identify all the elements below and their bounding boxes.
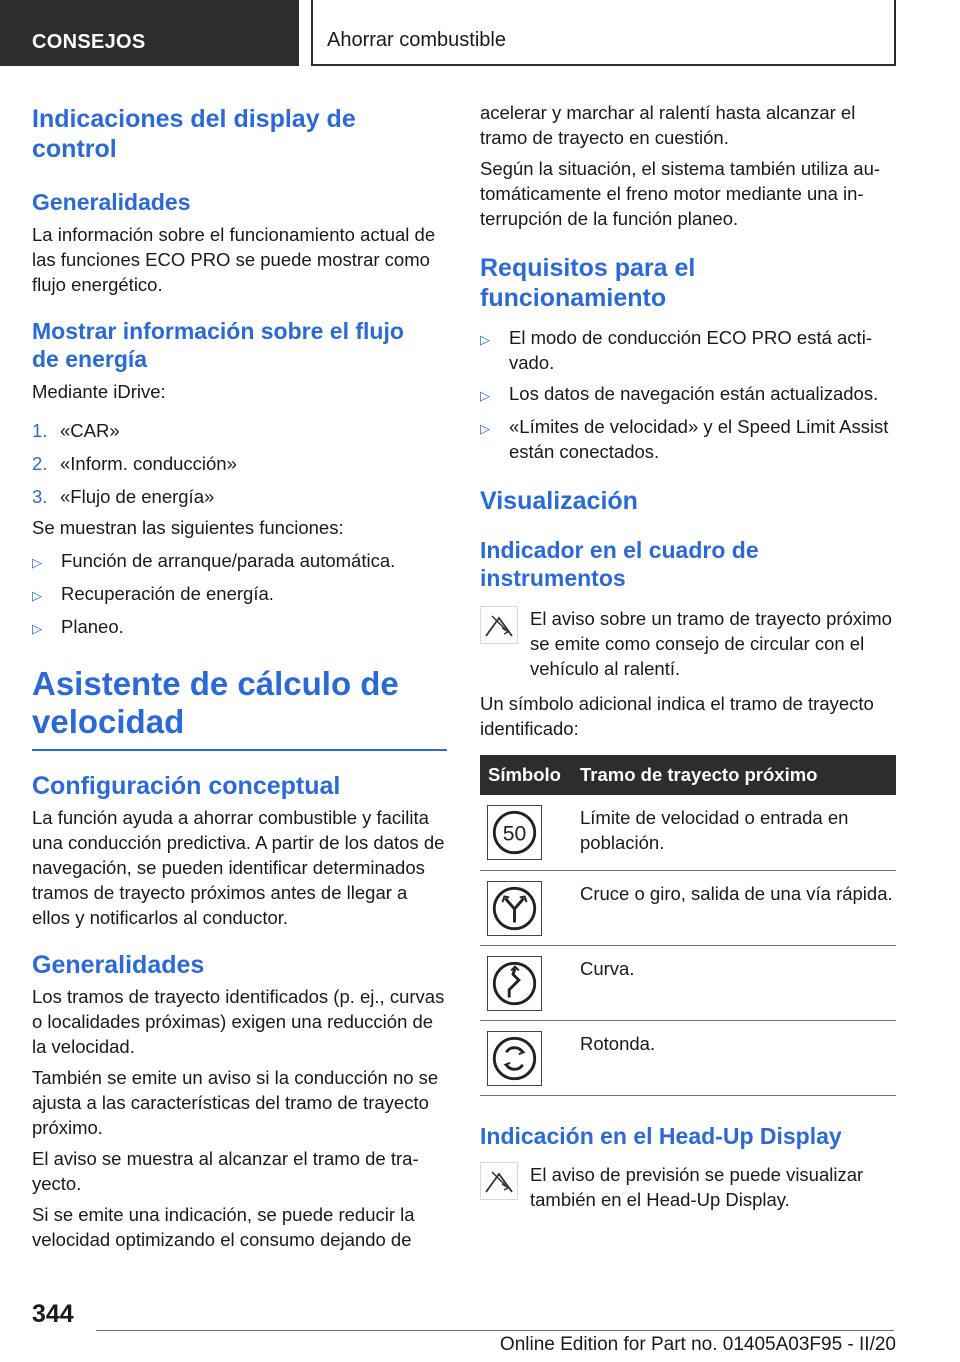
- heading-configuracion: Configuración conceptual: [32, 772, 341, 800]
- steps-list: [32, 418, 450, 509]
- chapter-label: Ahorrar combustible: [311, 0, 896, 66]
- list-item: [32, 418, 450, 443]
- table-row: [480, 870, 896, 945]
- step-number: 1.: [32, 420, 48, 441]
- table-row: [480, 795, 896, 870]
- list-item: ▷ «Límites de velocidad» y el Speed Limit Assist están conectados.: [480, 416, 889, 462]
- heading-indicador: Indicador en el cuadro de instrumentos: [480, 537, 759, 591]
- table-cell: Cruce o giro, salida de una vía rápida.: [572, 870, 896, 945]
- speed-value: 50: [502, 822, 527, 846]
- triangle-bullet-icon: ▷: [32, 621, 42, 636]
- left-column: [32, 100, 450, 1252]
- page-header: [0, 0, 960, 66]
- triangle-bullet-icon: ▷: [480, 421, 490, 436]
- symbol-table: [480, 755, 896, 1096]
- triangle-bullet-icon: ▷: [32, 588, 42, 603]
- paragraph: Un símbolo adicional indica el tramo de trayecto identificado:: [480, 693, 874, 739]
- step-number: 3.: [32, 486, 48, 507]
- paragraph: La información sobre el funcionamiento actual de las funciones ECO PRO se puede mostrar como flujo energético.: [32, 224, 436, 295]
- edition-text: Online Edition for Part no. 01405A03F95 - II/20: [499, 1334, 896, 1355]
- list-item: ▷ El modo de conducción ECO PRO está activado.: [480, 327, 872, 373]
- heading-display: Indicaciones del display de control: [32, 105, 356, 163]
- heading-requisitos: Requisitos para el funcionamiento: [480, 254, 696, 312]
- heading-asistente: Asistente de cálculo de velocidad: [32, 665, 399, 740]
- heading-hud: Indicación en el Head-Up Display: [480, 1122, 842, 1149]
- list-item: [32, 451, 450, 476]
- table-cell: Rotonda.: [572, 1020, 896, 1095]
- hint-box: [480, 1162, 896, 1212]
- list-item: ▷ Los datos de navegación están actualizados.: [480, 381, 896, 408]
- heading-mostrar-flujo: Mostrar información sobre el flujo de energía: [32, 318, 404, 372]
- table-cell: Curva.: [572, 945, 896, 1020]
- table-cell: Límite de velocidad o entrada en población.: [572, 795, 896, 870]
- triangle-bullet-icon: ▷: [32, 555, 42, 570]
- column-header-symbol: Símbolo: [480, 755, 572, 795]
- heading-generalidades-2: Generalidades: [32, 951, 205, 979]
- roundabout-icon: [487, 1031, 542, 1086]
- paragraph: También se emite un aviso si la conducción no se ajusta a las características del tramo de trayecto próximo.: [32, 1067, 439, 1138]
- paragraph: Según la situación, el sistema también utiliza automáticamente el freno motor mediante una interrupción de la función planeo.: [480, 158, 881, 229]
- list-item: [32, 484, 450, 509]
- column-header-tramo: Tramo de trayecto próximo: [572, 755, 896, 795]
- step-number: 2.: [32, 453, 48, 474]
- list-item: ▷ Recuperación de energía.: [32, 581, 450, 608]
- paragraph: Si se emite una indicación, se puede reducir la velocidad optimizando el consumo dejando de: [32, 1204, 415, 1250]
- paragraph: acelerar y marchar al ralentí hasta alcanzar el tramo de trayecto en cuestión.: [480, 102, 856, 148]
- paragraph: Se muestran las siguientes funciones:: [32, 517, 344, 538]
- table-header-row: [480, 755, 896, 795]
- right-column: [480, 100, 896, 1212]
- paragraph: El aviso se muestra al alcanzar el tramo de trayecto.: [32, 1148, 419, 1194]
- paragraph: Los tramos de trayecto identificados (p. ej., curvas o localidades próximas) exigen una reducción de la velocidad.: [32, 986, 445, 1057]
- section-label: CONSEJOS: [0, 0, 299, 66]
- hint-box: [480, 606, 896, 681]
- requirements-list: [480, 325, 896, 464]
- hint-text: El aviso de previsión se puede visualizar también en el Head-Up Display.: [530, 1163, 864, 1210]
- heading-visualizacion: Visualización: [480, 487, 638, 515]
- coasting-hint-icon: [480, 1162, 518, 1200]
- section-rule: [32, 749, 447, 751]
- coasting-hint-icon: [480, 606, 518, 644]
- functions-list: [32, 548, 450, 641]
- list-item: ▷ Función de arranque/parada automática.: [32, 548, 450, 575]
- heading-generalidades: Generalidades: [32, 189, 191, 215]
- triangle-bullet-icon: ▷: [480, 388, 490, 403]
- hint-text: El aviso sobre un tramo de trayecto próximo se emite como consejo de circular con el vehículo al ralentí.: [530, 608, 892, 679]
- step-text: «Flujo de energía»: [60, 486, 215, 507]
- step-text: «CAR»: [60, 420, 120, 441]
- junction-icon: [487, 881, 542, 936]
- paragraph: Mediante iDrive:: [32, 381, 166, 402]
- speed-limit-50-icon: [487, 805, 542, 860]
- step-text: «Inform. conducción»: [60, 453, 237, 474]
- page-number: 344: [32, 1300, 74, 1328]
- table-row: [480, 1020, 896, 1095]
- curve-icon: [487, 956, 542, 1011]
- paragraph: La función ayuda a ahorrar combustible y facilita una conducción predictiva. A partir de los datos de navegación, se pueden identificar determinados tramos de trayecto próximos antes de llegar a ellos y notificarlos al conductor.: [32, 807, 445, 928]
- table-row: [480, 945, 896, 1020]
- list-item: ▷ Planeo.: [32, 614, 450, 641]
- triangle-bullet-icon: ▷: [480, 332, 490, 347]
- footer-rule: [96, 1330, 894, 1331]
